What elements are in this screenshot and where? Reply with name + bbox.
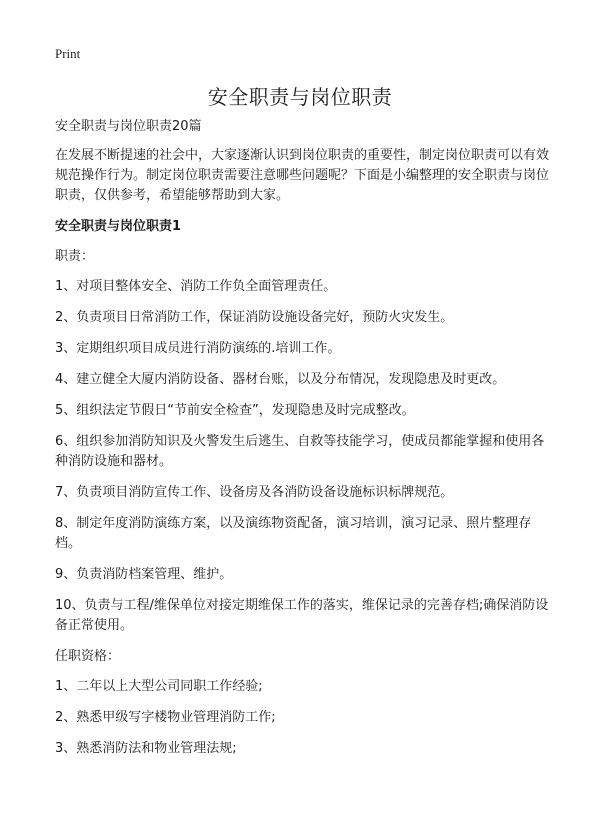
duty-item: 8、制定年度消防演练方案，以及演练物资配备，演习培训，演习记录、照片整理存档。: [55, 516, 532, 551]
qualifications-list: [55, 677, 551, 759]
qualifications-label: 任职资格：: [55, 649, 121, 664]
intro-paragraph: 在发展不断提速的社会中，大家逐渐认识到岗位职责的重要性，制定岗位职责可以有效规范操作行为。制定岗位职责需要注意哪些问题呢？下面是小编整理的安全职责与岗位职责，仅供参考，希望能够帮助到大家。: [55, 148, 550, 203]
duty-item: 10、负责与工程/维保单位对接定期维保工作的落实，维保记录的完善存档;确保消防设备正常使用。: [55, 598, 549, 633]
qualification-item: 3、熟悉消防法和物业管理法规;: [55, 741, 237, 756]
duty-item: 9、负责消防档案管理、维护。: [55, 567, 233, 582]
page-title: 安全职责与岗位职责: [207, 85, 393, 109]
qualification-item: 1、二年以上大型公司同职工作经验;: [55, 679, 263, 694]
duty-item: 2、负责项目日常消防工作，保证消防设施设备完好，预防火灾发生。: [55, 310, 454, 325]
duty-item: 5、组织法定节假日“节前安全检查”，发现隐患及时完成整改。: [55, 403, 415, 418]
duties-label: 职责：: [55, 249, 95, 264]
duty-item: 1、对项目整体安全、消防工作负全面管理责任。: [55, 279, 337, 294]
qualification-item: 2、熟悉甲级写字楼物业管理消防工作;: [55, 710, 276, 725]
duties-list: [55, 277, 551, 636]
document-body: [55, 117, 551, 770]
document-subtitle: 安全职责与岗位职责20篇: [55, 119, 202, 134]
duty-item: 6、组织参加消防知识及火警发生后逃生、自救等技能学习，使成员都能掌握和使用各种消防设施和器材。: [55, 434, 545, 469]
section-heading: 安全职责与岗位职责1: [55, 219, 182, 234]
duty-item: 4、建立健全大厦内消防设备、器材台账，以及分布情况，发现隐患及时更改。: [55, 372, 506, 387]
duty-item: 3、定期组织项目成员进行消防演练的.培训工作。: [55, 341, 341, 356]
print-link[interactable]: Print: [55, 46, 81, 61]
duty-item: 7、负责项目消防宣传工作、设备房及各消防设备设施标识标牌规范。: [55, 485, 454, 500]
